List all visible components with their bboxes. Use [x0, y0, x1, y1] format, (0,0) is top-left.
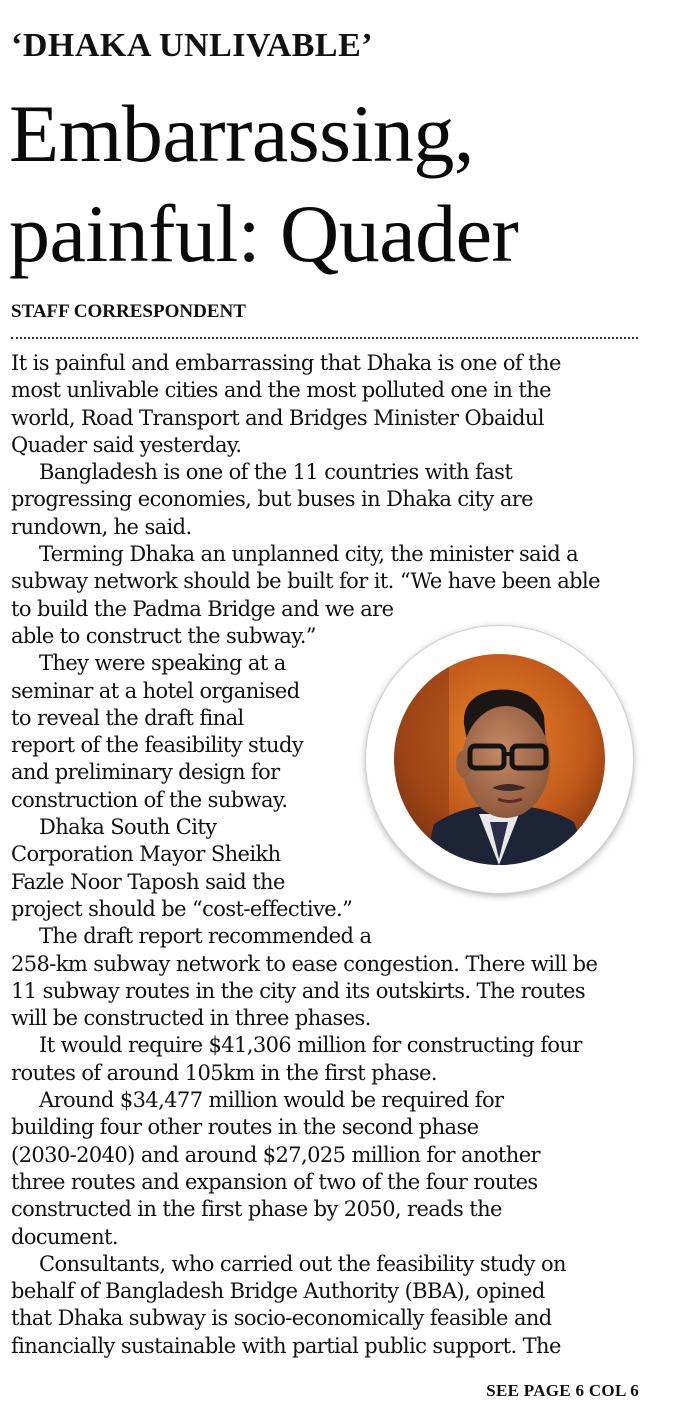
- byline: STAFF CORRESPONDENT: [11, 301, 246, 322]
- body-line: (2030-2040) and around $27,025 million for another: [11, 1142, 540, 1167]
- body-line: Quader said yesterday.: [11, 432, 242, 457]
- body-line: subway network should be built for it. “We have been able: [11, 569, 600, 594]
- body-line: construction of the subway.: [11, 787, 288, 812]
- body-line: 11 subway routes in the city and its outskirts. The routes: [11, 978, 586, 1003]
- headline-line-1: Embarrassing,: [9, 88, 474, 179]
- body-line: They were speaking at a: [39, 651, 286, 676]
- body-line: and preliminary design for: [11, 760, 280, 785]
- body-line: building four other routes in the second phase: [11, 1115, 479, 1140]
- body-line: It is painful and embarrassing that Dhaka is one of the: [11, 351, 561, 375]
- body-line: 258-km subway network to ease congestion. There will be: [11, 951, 598, 976]
- body-line: rundown, he said.: [11, 514, 192, 539]
- body-line: document.: [11, 1224, 118, 1249]
- body-line: to build the Padma Bridge and we are: [11, 596, 394, 621]
- body-line: Dhaka South City: [39, 815, 217, 840]
- headline: [9, 84, 679, 284]
- continuation-note: SEE PAGE 6 COL 6: [486, 1381, 639, 1400]
- body-line: Fazle Noor Taposh said the: [11, 869, 285, 894]
- body-line: seminar at a hotel organised: [11, 678, 300, 703]
- body-line: most unlivable cities and the most polluted one in the: [11, 378, 551, 403]
- body-line: Terming Dhaka an unplanned city, the minister said a: [39, 542, 579, 567]
- portrait-photo: [394, 654, 605, 865]
- body-line: project should be “cost-effective.”: [11, 896, 353, 921]
- body-line: routes of around 105km in the first phase.: [11, 1060, 437, 1085]
- kicker: ‘DHAKA UNLIVABLE’: [11, 27, 374, 64]
- body-line: The draft report recommended a: [39, 924, 372, 949]
- body-line: progressing economies, but buses in Dhaka city are: [11, 487, 533, 512]
- body-line: that Dhaka subway is socio-economically feasible and: [11, 1306, 552, 1331]
- body-line: will be constructed in three phases.: [11, 1006, 371, 1031]
- body-line: Around $34,477 million would be required for: [39, 1088, 504, 1113]
- body-line: to reveal the draft final: [11, 705, 244, 730]
- body-line: behalf of Bangladesh Bridge Authority (BBA), opined: [11, 1279, 545, 1304]
- body-line: constructed in the first phase by 2050, reads the: [11, 1197, 502, 1222]
- headline-line-2: painful: Quader: [9, 188, 519, 279]
- portrait-photo-frame: [366, 626, 633, 893]
- body-line: financially sustainable with partial public support. The: [11, 1333, 561, 1358]
- body-line: three routes and expansion of two of the four routes: [11, 1169, 538, 1194]
- body-line: Corporation Mayor Sheikh: [11, 842, 281, 867]
- body-line: Bangladesh is one of the 11 countries with fast: [39, 460, 513, 485]
- dotted-divider: [11, 337, 638, 339]
- body-line: able to construct the subway.”: [11, 623, 316, 648]
- body-line: report of the feasibility study: [11, 733, 304, 758]
- body-line: world, Road Transport and Bridges Minister Obaidul: [11, 405, 544, 430]
- body-line: It would require $41,306 million for constructing four: [39, 1033, 582, 1058]
- body-line: Consultants, who carried out the feasibility study on: [39, 1251, 566, 1276]
